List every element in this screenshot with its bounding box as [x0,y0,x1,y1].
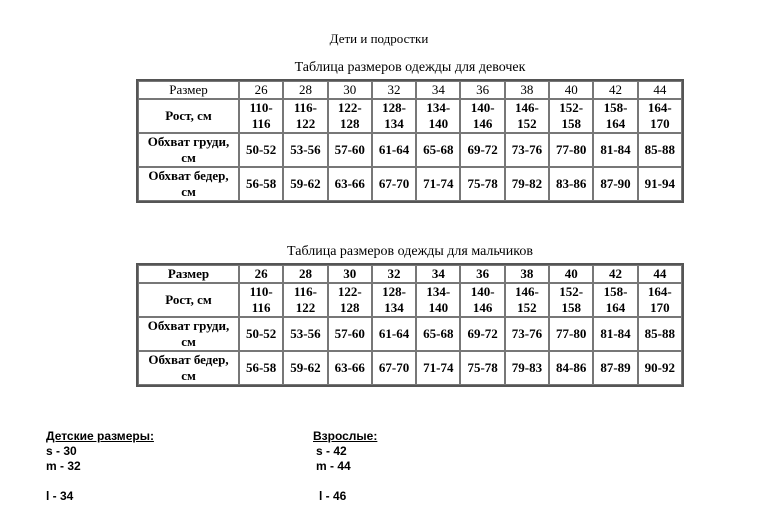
table-cell: 152-158 [549,283,593,317]
table-cell: 158-164 [593,283,637,317]
table-cell: 38 [505,265,549,283]
table-cell: 36 [460,81,504,99]
row-label: Рост, см [138,99,239,133]
table-cell: 53-56 [283,133,327,167]
boys-table-caption: Таблица размеров одежды для мальчиков [287,244,533,259]
table-cell: 84-86 [549,351,593,385]
table-cell: 140-146 [460,283,504,317]
table-cell: 40 [549,81,593,99]
table-cell: 56-58 [239,167,283,201]
size-row [138,81,682,99]
row-label: Размер [138,81,239,99]
table-cell: 87-90 [593,167,637,201]
table-cell: 50-52 [239,317,283,351]
table-cell: 81-84 [593,133,637,167]
table-cell: 30 [328,265,372,283]
chest-row [138,133,682,167]
table-cell: 90-92 [638,351,682,385]
adult-size-s: s - 42 [316,444,347,458]
adult-sizes-heading: Взрослые: [313,429,378,443]
table-cell: 36 [460,265,504,283]
table-cell: 53-56 [283,317,327,351]
table-cell: 69-72 [460,133,504,167]
table-cell: 85-88 [638,317,682,351]
kids-sizes-heading: Детские размеры: [46,429,154,443]
table-cell: 44 [638,81,682,99]
hips-row [138,167,682,201]
table-cell: 26 [239,81,283,99]
table-cell: 65-68 [416,317,460,351]
row-label: Обхват груди, см [138,133,239,167]
table-cell: 32 [372,265,416,283]
table-cell: 50-52 [239,133,283,167]
table-cell: 146-152 [505,283,549,317]
table-cell: 73-76 [505,133,549,167]
table-cell: 140-146 [460,99,504,133]
table-cell: 134-140 [416,283,460,317]
table-cell: 59-62 [283,351,327,385]
girls-table-caption: Таблица размеров одежды для девочек [294,60,526,75]
table-cell: 122-128 [328,283,372,317]
page-title: Дети и подростки [329,31,429,46]
table-cell: 128-134 [372,99,416,133]
table-cell: 63-66 [328,167,372,201]
adult-sizes-block [313,429,377,504]
table-cell: 164-170 [638,99,682,133]
height-row [138,283,682,317]
table-cell: 110-116 [239,99,283,133]
table-cell: 56-58 [239,351,283,385]
row-label: Обхват груди, см [138,317,239,351]
adult-size-l: l - 46 [319,489,347,503]
table-cell: 81-84 [593,317,637,351]
table-cell: 42 [593,81,637,99]
table-cell: 122-128 [328,99,372,133]
table-cell: 152-158 [549,99,593,133]
table-cell: 110-116 [239,283,283,317]
table-cell: 71-74 [416,167,460,201]
row-label: Рост, см [138,283,239,317]
table-cell: 75-78 [460,351,504,385]
table-cell: 61-64 [372,133,416,167]
kids-sizes-block [46,429,154,504]
table-cell: 34 [416,81,460,99]
table-cell: 30 [328,81,372,99]
table-cell: 71-74 [416,351,460,385]
row-label: Размер [138,265,239,283]
table-cell: 77-80 [549,133,593,167]
row-label: Обхват бедер, см [138,351,239,385]
height-row [138,99,682,133]
table-cell: 134-140 [416,99,460,133]
table-cell: 77-80 [549,317,593,351]
table-cell: 116-122 [283,99,327,133]
adult-size-m: m - 44 [316,459,351,473]
boys-size-table [136,263,684,387]
hips-row [138,351,682,385]
table-cell: 75-78 [460,167,504,201]
table-cell: 83-86 [549,167,593,201]
girls-size-table [136,79,684,203]
table-cell: 57-60 [328,317,372,351]
table-cell: 85-88 [638,133,682,167]
table-cell: 116-122 [283,283,327,317]
table-cell: 146-152 [505,99,549,133]
table-cell: 57-60 [328,133,372,167]
table-cell: 164-170 [638,283,682,317]
table-cell: 128-134 [372,283,416,317]
table-cell: 28 [283,81,327,99]
kids-size-l: l - 34 [46,489,74,503]
table-cell: 61-64 [372,317,416,351]
table-cell: 40 [549,265,593,283]
chest-row [138,317,682,351]
table-cell: 79-83 [505,351,549,385]
table-cell: 26 [239,265,283,283]
row-label: Обхват бедер, см [138,167,239,201]
table-cell: 28 [283,265,327,283]
table-cell: 73-76 [505,317,549,351]
table-cell: 67-70 [372,167,416,201]
kids-size-m: m - 32 [46,459,81,473]
table-cell: 69-72 [460,317,504,351]
table-cell: 91-94 [638,167,682,201]
table-cell: 87-89 [593,351,637,385]
size-row [138,265,682,283]
table-cell: 59-62 [283,167,327,201]
table-cell: 44 [638,265,682,283]
table-cell: 79-82 [505,167,549,201]
table-cell: 63-66 [328,351,372,385]
table-cell: 34 [416,265,460,283]
table-cell: 65-68 [416,133,460,167]
table-cell: 32 [372,81,416,99]
table-cell: 158-164 [593,99,637,133]
table-cell: 67-70 [372,351,416,385]
table-cell: 42 [593,265,637,283]
kids-size-s: s - 30 [46,444,77,458]
table-cell: 38 [505,81,549,99]
